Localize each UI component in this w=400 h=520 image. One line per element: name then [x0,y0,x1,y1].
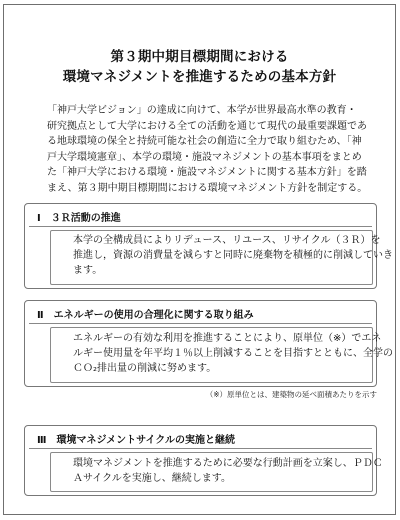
section-heading: Ⅰ ３Ｒ活動の推進 [37,213,121,224]
section-line: ＣＯ₂排出量の削減に努めます。 [73,363,217,375]
section-line: ます。 [73,265,103,277]
intro-line: 戸大学環境憲章」、本学の環境・施設マネジメントの基本事項をまとめ [47,151,362,163]
intro-line: まえ、第３期中期目標期間における環境マネジメント方針を制定する。 [47,182,368,194]
footnote: （※）原単位とは、建築物の延べ面積あたりを示す [205,390,377,399]
intro-line: る地球環境の保全と持続可能な社会の創造に全力で取り組むため、「神 [47,136,362,148]
section-line: Ａサイクルを実施し、継続します。 [73,473,231,485]
intro-paragraph [47,103,373,197]
title-line-2: 環境マネジメントを推進するための基本方針 [62,69,337,85]
section-line: エネルギーの有効な利用を推進することにより、原単位（※）でエネ [73,333,382,344]
intro-line: 「神戸大学ビジョン」の達成に向けて、本学が世界最高水準の教育・ [47,105,357,116]
section-divider [29,226,372,227]
section-energy [24,300,393,387]
intro-line: た「神戸大学における環境・施設マネジメントに関する基本方針」を踏 [47,167,367,179]
section-line: 本学の全構成員によりリデュース、リユース、リサイクル（３Ｒ）を [73,235,381,246]
section-body [73,456,383,486]
section-divider [29,448,372,449]
section-line: ルギー使用量を年平均１％以上削減することを目指すとともに、全学の [73,348,393,360]
section-body [73,331,393,377]
section-heading: Ⅲ 環境マネジメントサイクルの実施と継続 [37,435,235,446]
policy-document [3,4,396,515]
intro-line: 研究拠点として大学における全ての活動を通じて現代の最重要課題であ [47,120,367,132]
section-line: 推進し，資源の消費量を減らすと同時に廃棄物を積極的に削減していき [73,250,393,262]
section-3r [24,203,393,289]
section-ems-cycle [24,425,383,496]
section-divider [29,323,372,324]
section-body [73,233,393,279]
title-line-1: 第３期中期目標期間における [110,49,289,65]
section-line: 環境マネジメントを推進するために必要な行動計画を立案し、ＰＤＣ [73,458,383,469]
section-heading: Ⅱ エネルギーの使用の合理化に関する取り組み [37,310,254,321]
